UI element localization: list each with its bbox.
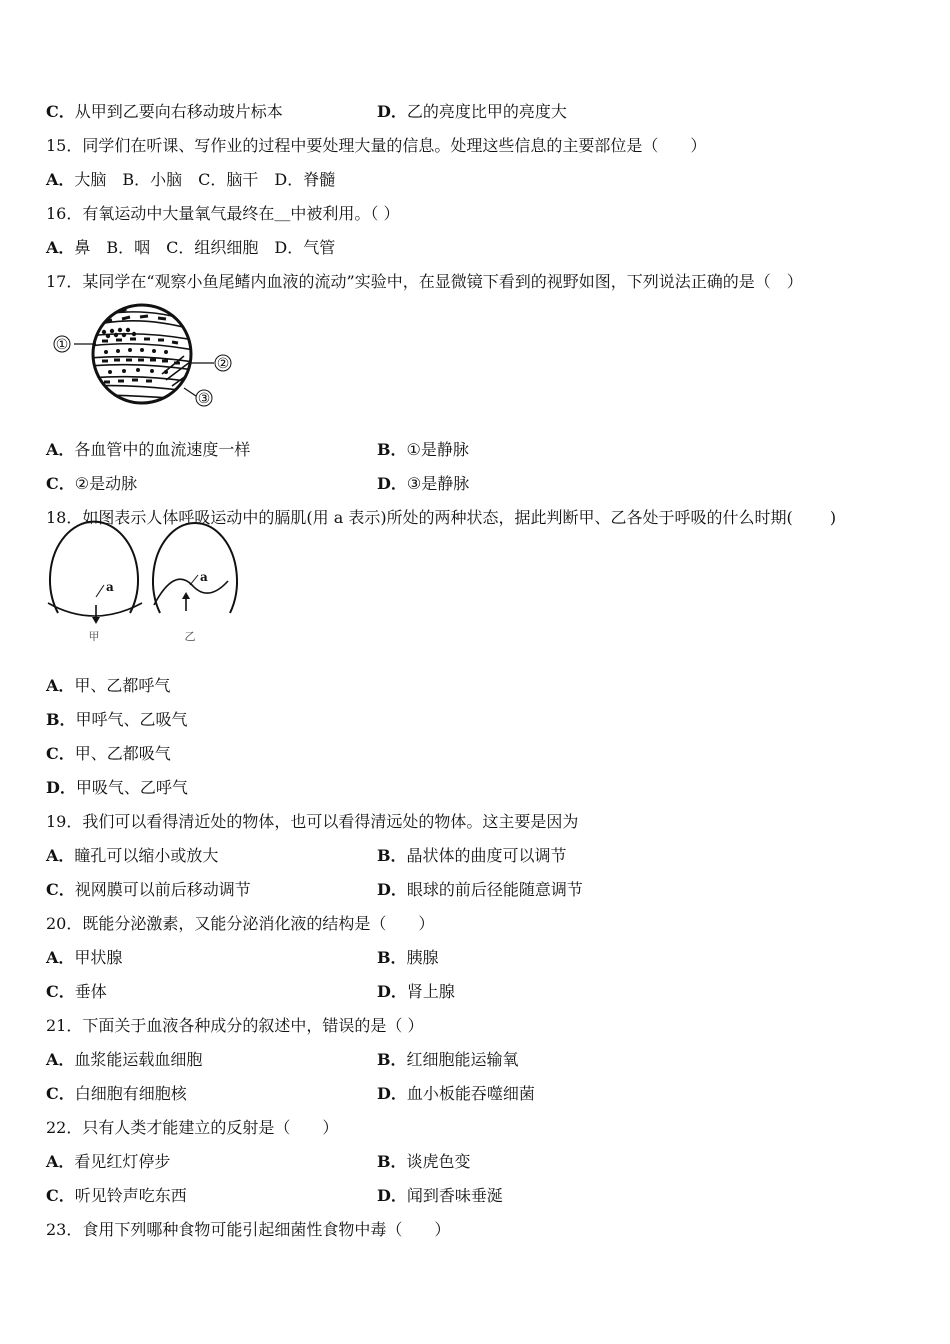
- q16-stem: 16．有氧运动中大量氧气最终在＿中被利用。（ ）: [46, 204, 400, 223]
- q18-caption-jia: 甲: [88, 630, 100, 643]
- q17-figure-microscope-view: [44, 300, 244, 415]
- q19-stem: 19．我们可以看得清近处的物体，也可以看得清远处的物体。这主要是因为: [46, 812, 579, 831]
- q22-option-a: A．看见红灯停步: [46, 1152, 171, 1171]
- q18-caption-yi: 乙: [184, 630, 196, 643]
- q23-stem: 23．食用下列哪种食物可能引起细菌性食物中毒（ ）: [46, 1220, 451, 1239]
- q17-stem: 17．某同学在“观察小鱼尾鳍内血液的流动”实验中，在显微镜下看到的视野如图，下列说法正确的是（ ）: [46, 272, 803, 291]
- q18-stem: 18．如图表示人体呼吸运动中的膈肌(用 a 表示)所处的两种状态，据此判断甲、乙各处于呼吸的什么时期( ): [46, 508, 837, 527]
- q14-option-c: C．从甲到乙要向右移动玻片标本: [46, 102, 283, 121]
- q19-option-b: B．晶状体的曲度可以调节: [377, 846, 567, 865]
- q18-figure-diaphragm: [44, 545, 234, 643]
- q17-option-b: B．①是静脉: [377, 440, 469, 459]
- q20-option-c: C．垂体: [46, 982, 107, 1001]
- q15-options: A．大脑 B．小脑 C．脑干 D．脊髓: [46, 170, 336, 189]
- q22-stem: 22．只有人类才能建立的反射是（ ）: [46, 1118, 339, 1137]
- q18-option-c: C．甲、乙都吸气: [46, 744, 171, 763]
- q19-option-d: D．眼球的前后径能随意调节: [377, 880, 583, 899]
- q21-stem: 21．下面关于血液各种成分的叙述中，错误的是（ ）: [46, 1016, 424, 1035]
- q21-option-b: B．红细胞能运输氧: [377, 1050, 519, 1069]
- q19-option-c: C．视网膜可以前后移动调节: [46, 880, 251, 899]
- q20-stem: 20．既能分泌激素，又能分泌消化液的结构是（ ）: [46, 914, 435, 933]
- q21-option-c: C．白细胞有细胞核: [46, 1084, 187, 1103]
- q18-label-a-1: a: [106, 580, 114, 594]
- q17-label-2: ②: [216, 356, 230, 372]
- q20-option-a: A．甲状腺: [46, 948, 123, 967]
- q18-option-d: D．甲吸气、乙呼气: [46, 778, 188, 797]
- q17-option-c: C．②是动脉: [46, 474, 138, 493]
- q22-option-c: C．听见铃声吃东西: [46, 1186, 187, 1205]
- q22-option-d: D．闻到香味垂涎: [377, 1186, 503, 1205]
- q16-options: A．鼻 B．咽 C．组织细胞 D．气管: [46, 238, 336, 257]
- q14-option-d: D．乙的亮度比甲的亮度大: [377, 102, 567, 121]
- q17-label-1: ①: [55, 337, 69, 353]
- q21-option-a: A．血浆能运载血细胞: [46, 1050, 203, 1069]
- q17-option-d: D．③是静脉: [377, 474, 470, 493]
- q17-option-a: A．各血管中的血流速度一样: [46, 440, 251, 459]
- q18-label-a-2: a: [200, 570, 208, 584]
- q20-option-b: B．胰腺: [377, 948, 439, 967]
- q18-option-b: B．甲呼气、乙吸气: [46, 710, 188, 729]
- q17-label-3: ③: [197, 391, 211, 407]
- q15-stem: 15．同学们在听课、写作业的过程中要处理大量的信息。处理这些信息的主要部位是（ ）: [46, 136, 707, 155]
- q19-option-a: A．瞳孔可以缩小或放大: [46, 846, 219, 865]
- q18-option-a: A．甲、乙都呼气: [46, 676, 171, 695]
- q22-option-b: B．谈虎色变: [377, 1152, 471, 1171]
- q21-option-d: D．血小板能吞噬细菌: [377, 1084, 535, 1103]
- q20-option-d: D．肾上腺: [377, 982, 455, 1001]
